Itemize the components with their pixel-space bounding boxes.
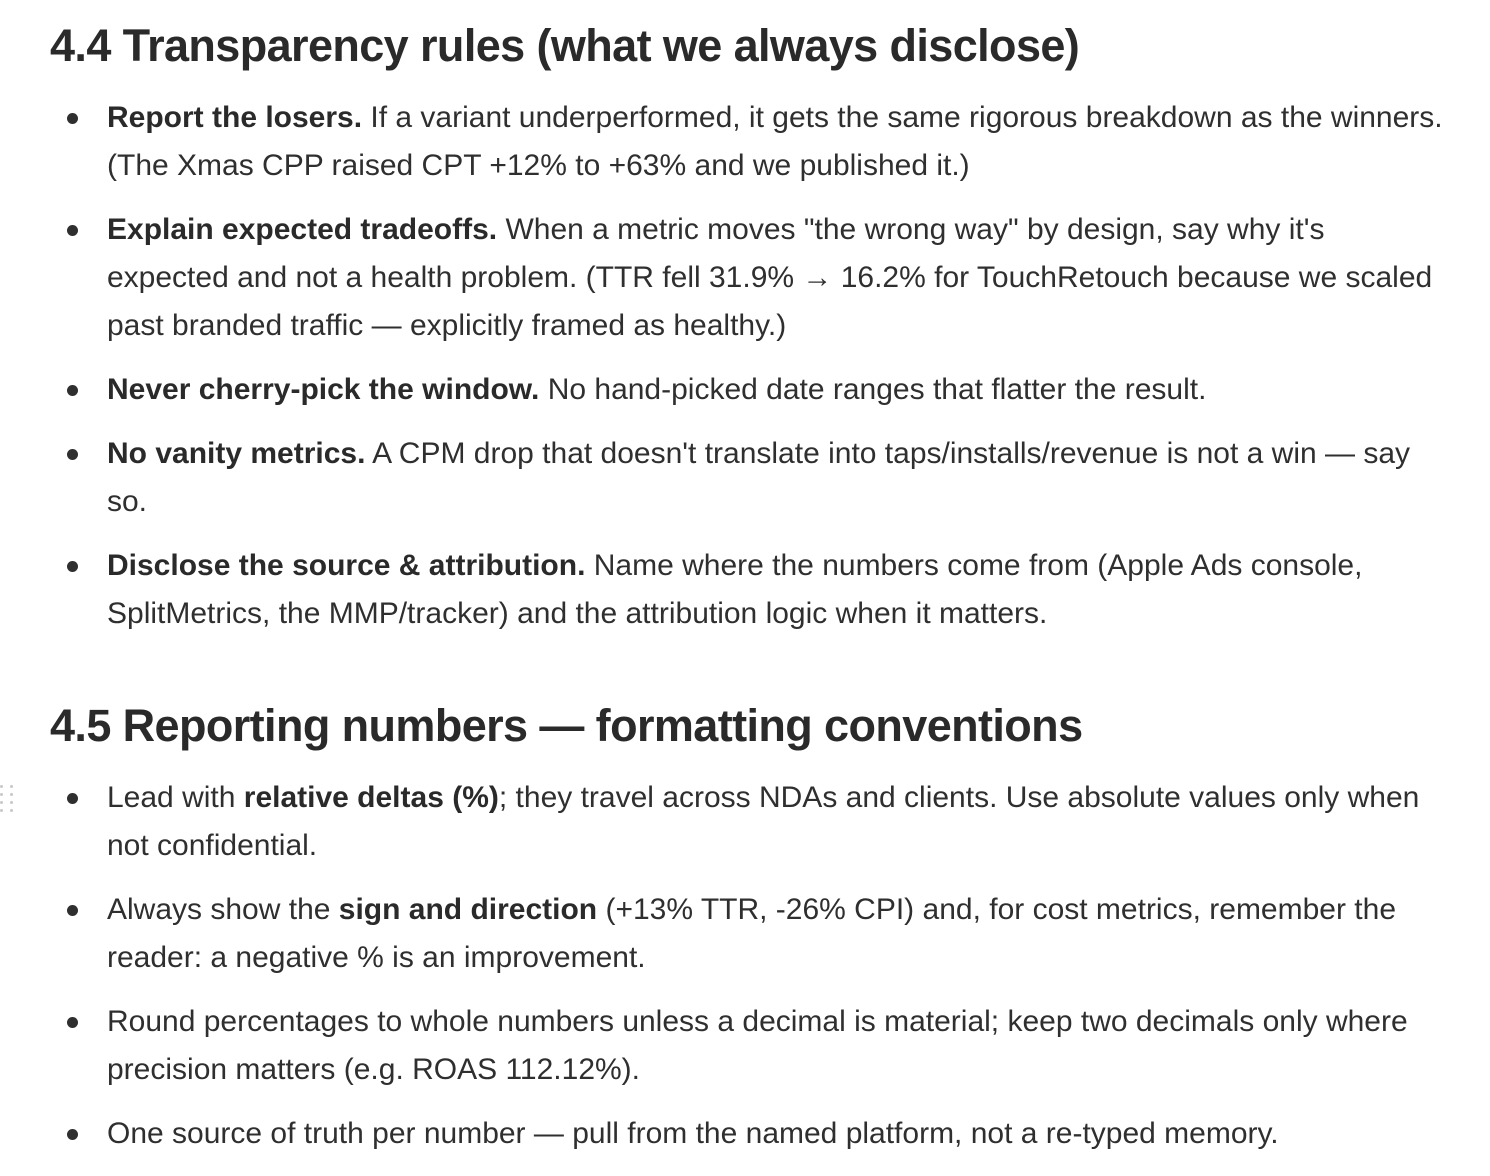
bullet-icon [67, 1129, 78, 1140]
bullet-icon [67, 793, 78, 804]
rule-text: Name where the numbers come from (Apple Ads console, SplitMetrics, the MMP/tracker) and the attribution logic when it matters. [107, 549, 1363, 630]
bullet-icon [67, 113, 78, 124]
section-heading-4-4: 4.4 Transparency rules (what we always disclose) [50, 20, 1080, 71]
item-text-bold: sign and direction [338, 893, 598, 926]
item-text-pre: Always show the [107, 893, 339, 926]
rule-title: Explain expected tradeoffs. [107, 213, 498, 246]
block-drag-handle-icon[interactable] [0, 785, 18, 815]
rule-text: If a variant underperformed, it gets the same rigorous breakdown as the winners. (The Xmas CPP raised CPT +12% to +63% and we published it.) [107, 101, 1443, 182]
item-text-bold: relative deltas (%) [243, 781, 499, 814]
list-item [60, 886, 1450, 982]
formatting-conventions-list [60, 774, 1450, 1174]
section-heading-4-5: 4.5 Reporting numbers — formatting conventions [50, 700, 1083, 751]
transparency-rules-list [60, 94, 1450, 654]
list-item [60, 542, 1450, 638]
bullet-icon [67, 225, 78, 236]
rule-text: A CPM drop that doesn't translate into taps/installs/revenue is not a win — say so. [107, 437, 1411, 518]
item-text-pre: One source of truth per number — pull from the named platform, not a re-typed memory. [107, 1117, 1279, 1150]
bullet-icon [67, 1017, 78, 1028]
list-item [60, 998, 1450, 1094]
item-text-post: ; they travel across NDAs and clients. Use absolute values only when not confidential. [107, 781, 1420, 862]
list-item [60, 774, 1450, 870]
bullet-icon [67, 385, 78, 396]
list-item [60, 366, 1450, 414]
list-item [60, 206, 1450, 350]
list-item [60, 430, 1450, 526]
item-text-post: (+13% TTR, -26% CPI) and, for cost metrics, remember the reader: a negative % is an improvement. [107, 893, 1397, 974]
rule-text: No hand-picked date ranges that flatter the result. [539, 373, 1207, 406]
rule-title: Never cherry-pick the window. [107, 373, 540, 406]
rule-title: No vanity metrics. [107, 437, 366, 470]
bullet-icon [67, 561, 78, 572]
rule-title: Report the losers. [107, 101, 363, 134]
list-item [60, 1110, 1450, 1158]
bullet-icon [67, 905, 78, 916]
bullet-icon [67, 449, 78, 460]
item-text-pre: Round percentages to whole numbers unless a decimal is material; keep two decimals only where precision matters (e.g. ROAS 112.12%). [107, 1005, 1408, 1086]
rule-title: Disclose the source & attribution. [107, 549, 586, 582]
rule-text: When a metric moves "the wrong way" by design, say why it's expected and not a health problem. (TTR fell 31.9% → 16.2% for TouchRetouch because we scaled past branded traffic — explicitly framed as healthy.) [107, 213, 1433, 342]
list-item [60, 94, 1450, 190]
item-text-pre: Lead with [107, 781, 244, 814]
